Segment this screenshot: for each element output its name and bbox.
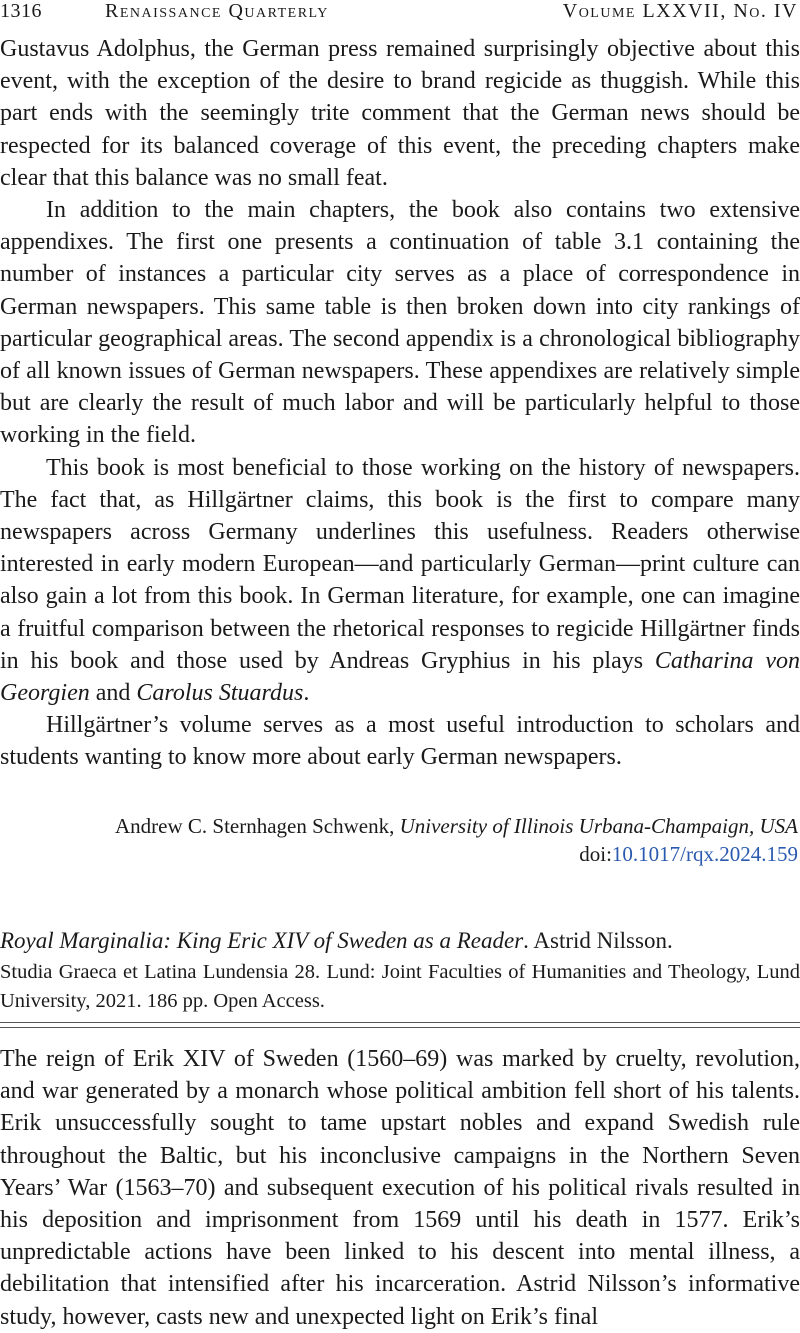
conjunction: and <box>95 680 131 707</box>
title-period: . <box>523 928 529 953</box>
journal-title: Renaissance Quarterly <box>105 0 329 22</box>
doi-prefix: doi: <box>579 842 612 866</box>
book-title: Royal Marginalia: King Eric XIV of Sweden as a Reader <box>0 928 524 953</box>
running-head <box>0 0 800 28</box>
review-paragraph: The reign of Erik XIV of Sweden (1560–69) was marked by cruelty, revolution, and war generated by a monarch whose political ambition fell short of his talents. Erik unsuccessfully sought to tame upstart nobles and expand Swedish rule throughout the Baltic, but his inconclusive campaigns in the Northern Seven Years’ War (1563–70) and subsequent execution of his political rivals resulted in his deposition and imprisonment from 1569 until his death in 1577. Erik’s unpredictable actions have been linked to his descent into mental illness, a debilitation that intensified after his incarceration. Astrid Nilsson’s informative study, however, casts new and unexpected light on Erik’s final <box>0 1046 800 1330</box>
volume-issue: Volume LXXVII, No. IV <box>562 0 798 22</box>
review-body <box>0 1043 800 1333</box>
review-text-continued <box>0 33 800 774</box>
doi-link[interactable]: 10.1017/rqx.2024.159 <box>611 842 798 866</box>
reviewer-affiliation: University of Illinois Urbana-Champaign, USA <box>399 814 798 838</box>
paragraph-3-end: . <box>303 680 310 707</box>
reviewer-name: Andrew C. Sternhagen Schwenk, <box>114 814 395 838</box>
play-title-catharina: Catharina von Georgien <box>0 647 800 707</box>
page-number: 1316 <box>0 0 42 22</box>
paragraph-2: In addition to the main chapters, the book also contains two extensive appendixes. The first one presents a continuation of table 3.1 containing the number of instances a particular city serves as a place of correspondence in German newspapers. This same table is then broken down into city rankings of particular geographical areas. The second appendix is a chronological bibliography of all known issues of German newspapers. These appendixes are relatively simple but are clearly the result of much labor and will be particularly helpful to those working in the field. <box>0 197 800 449</box>
paragraph-1: Gustavus Adolphus, the German press remained surprisingly objective about this event, with the exception of the desire to brand regicide as thuggish. While this part ends with the seemingly trite comment that the German news should be respected for its balanced coverage of this event, the preceding chapters make clear that this balance was no small feat. <box>0 36 800 191</box>
book-citation <box>0 926 800 956</box>
book-author: Astrid Nilsson. <box>533 928 673 953</box>
publication-details: Studia Graeca et Latina Lundensia 28. Lund: Joint Faculties of Humanities and Theology, Lund University, 2021. 186 pp. Open Access. <box>0 961 800 1012</box>
reviewer-line <box>18 812 798 840</box>
review-header <box>0 926 800 1016</box>
paragraph-4: Hillgärtner’s volume serves as a most useful introduction to scholars and students wanting to know more about early German newspapers. <box>0 712 800 771</box>
reviewer-signature <box>18 812 798 868</box>
section-divider <box>0 1022 800 1028</box>
doi-line <box>18 840 798 868</box>
play-title-carolus: Carolus Stuardus <box>136 680 304 707</box>
paragraph-3-text: This book is most beneficial to those working on the history of newspapers. The fact that, as Hillgärtner claims, this book is the first to compare many newspapers across Germany underlines this usefulness. Readers otherwise interested in early modern European—and particularly German—print culture can also gain a lot from this book. In German literature, for example, one can imagine a fruitful comparison between the rhetorical responses to regicide Hillgärtner finds in his book and those used by Andreas Gryphius in his plays <box>0 454 800 674</box>
paragraph-3 <box>0 452 800 710</box>
